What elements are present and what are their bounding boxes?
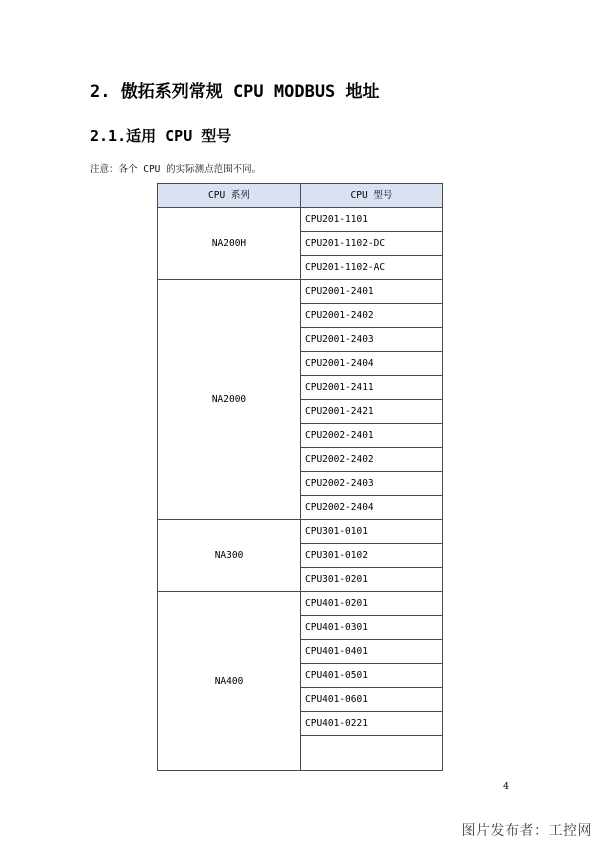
- model-cell: CPU401-0601: [301, 688, 443, 712]
- model-cell: CPU2002-2403: [301, 472, 443, 496]
- model-cell: CPU401-0401: [301, 640, 443, 664]
- model-cell: CPU201-1101: [301, 208, 443, 232]
- table-header-row: [158, 184, 443, 208]
- model-cell: CPU201-1102-AC: [301, 256, 443, 280]
- model-cell: CPU2002-2401: [301, 424, 443, 448]
- table-row: [158, 208, 443, 232]
- model-cell: CPU2001-2402: [301, 304, 443, 328]
- model-cell: CPU2001-2411: [301, 376, 443, 400]
- subsection-heading: 2.1.适用 CPU 型号: [90, 127, 232, 145]
- header-cpu-series: CPU 系列: [158, 184, 301, 208]
- table-row: [158, 520, 443, 544]
- model-cell: CPU401-0221: [301, 712, 443, 736]
- cpu-model-table: [157, 183, 443, 771]
- series-cell: NA200H: [158, 208, 301, 280]
- model-cell: CPU2001-2404: [301, 352, 443, 376]
- section-heading: 2. 傲拓系列常规 CPU MODBUS 地址: [90, 82, 380, 102]
- series-cell: NA400: [158, 592, 301, 771]
- table-row: [158, 592, 443, 616]
- empty-model-cell: [301, 736, 443, 771]
- model-cell: CPU401-0501: [301, 664, 443, 688]
- model-cell: CPU2001-2401: [301, 280, 443, 304]
- model-cell: CPU401-0301: [301, 616, 443, 640]
- series-cell: NA300: [158, 520, 301, 592]
- model-cell: CPU301-0102: [301, 544, 443, 568]
- note-text: 注意：各个 CPU 的实际测点范围不同。: [90, 164, 262, 175]
- publisher-watermark: 图片发布者：工控网: [461, 823, 592, 839]
- model-cell: CPU201-1102-DC: [301, 232, 443, 256]
- series-cell: NA2000: [158, 280, 301, 520]
- model-cell: CPU2001-2421: [301, 400, 443, 424]
- model-cell: CPU2002-2402: [301, 448, 443, 472]
- header-cpu-model: CPU 型号: [301, 184, 443, 208]
- page-number: 4: [503, 781, 510, 792]
- model-cell: CPU301-0201: [301, 568, 443, 592]
- model-cell: CPU2001-2403: [301, 328, 443, 352]
- table-row: [158, 280, 443, 304]
- model-cell: CPU2002-2404: [301, 496, 443, 520]
- model-cell: CPU301-0101: [301, 520, 443, 544]
- model-cell: CPU401-0201: [301, 592, 443, 616]
